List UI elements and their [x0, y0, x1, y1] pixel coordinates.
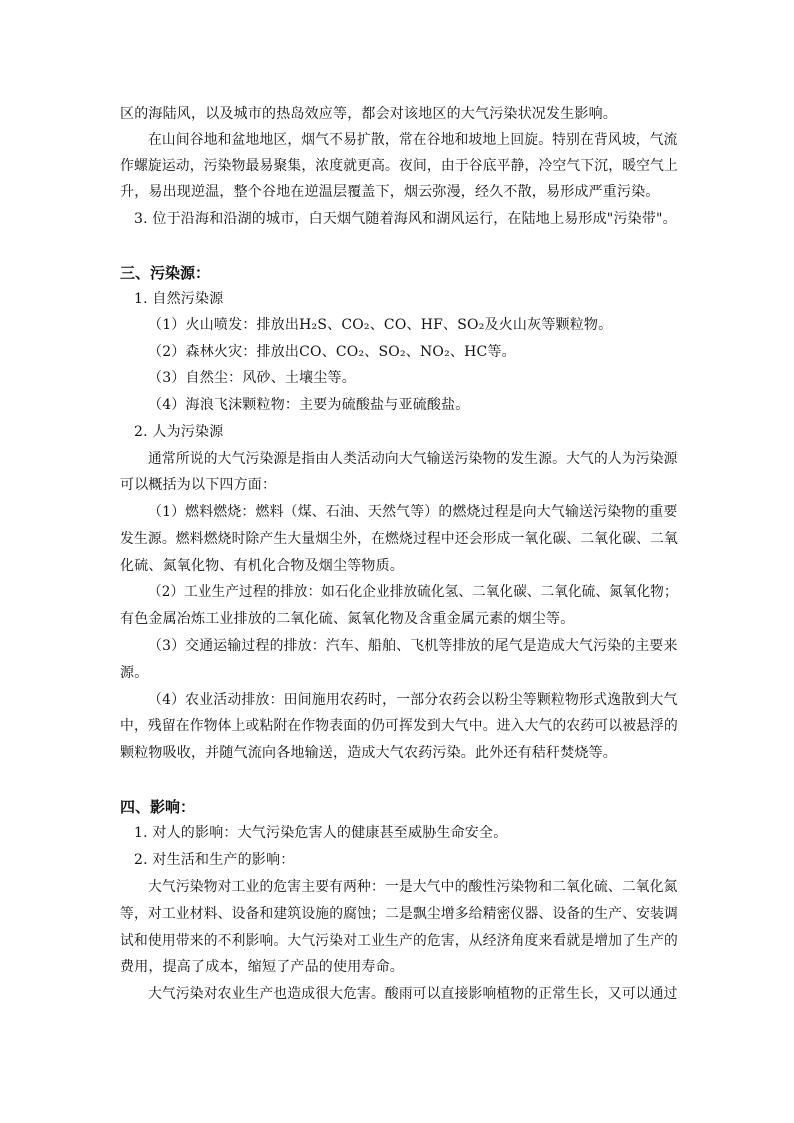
text-line: 颗粒物吸收，并随气流向各地输送，造成大气农药污染。此外还有秸秆焚烧等。: [120, 745, 617, 761]
text-line: 大气污染物对工业的危害主要有两种：一是大气中的酸性污染物和二氧化硫、二氧化氮: [148, 879, 678, 895]
text-line: 通常所说的大气污染源是指由人类活动向大气输送污染物的发生源。大气的人为污染源: [148, 451, 678, 467]
list-item: 2. 人为污染源: [134, 424, 224, 440]
text-line: 区的海陆风，以及城市的热岛效应等，都会对该地区的大气污染状况发生影响。: [120, 106, 617, 122]
text-line: 在山间谷地和盆地地区，烟气不易扩散，常在谷地和坡地上回旋。特别在背风坡，气流: [148, 132, 678, 148]
list-item: 2. 对生活和生产的影响：: [134, 852, 295, 868]
list-item: 3. 位于沿海和沿湖的城市，白天烟气随着海风和湖风运行，在陆地上易形成"污染带"。: [134, 211, 677, 227]
list-item: （3）自然尘：风砂、土壤尘等。: [148, 370, 356, 386]
text-line: 化硫、氮氧化物、有机化合物及烟尘等物质。: [120, 558, 404, 574]
text-line: 有色金属冶炼工业排放的二氧化硫、氮氧化物及含重金属元素的烟尘等。: [120, 611, 575, 627]
list-item: 1. 对人的影响：大气污染危害人的健康甚至威胁生命安全。: [134, 825, 508, 841]
text-line: 可以概括为以下四方面：: [120, 477, 277, 493]
text-line: （2）工业生产过程的排放：如石化企业排放硫化氢、二氧化碳、二氧化硫、氮氧化物；: [148, 584, 678, 600]
text-line: 源。: [120, 665, 149, 681]
list-item: （4）海浪飞沫颗粒物：主要为硫酸盐与亚硫酸盐。: [148, 397, 470, 413]
text-line: 等，对工业材料、设备和建筑设施的腐蚀；二是飘尘增多给精密仪器、设备的生产、安装调: [120, 906, 679, 922]
section-heading: 四、影响：: [120, 798, 196, 816]
text-line: 大气污染对农业生产也造成很大危害。酸雨可以直接影响植物的正常生长，又可以通过: [148, 986, 678, 1002]
section-heading: 三、污染源：: [120, 264, 211, 282]
text-line: 作螺旋运动，污染物最易聚集，浓度就更高。夜间，由于谷底平静，冷空气下沉，暖空气上: [120, 158, 679, 174]
list-item: （2）森林火灾：排放出CO、CO₂、SO₂、NO₂、HC等。: [148, 344, 516, 360]
text-line: 中，残留在作物体上或粘附在作物表面的仍可挥发到大气中。进入大气的农药可以被悬浮的: [120, 718, 679, 734]
text-line: （3）交通运输过程的排放：汽车、船舶、飞机等排放的尾气是造成大气污染的主要来: [148, 638, 678, 654]
text-line: 试和使用带来的不利影响。大气污染对工业生产的危害，从经济角度来看就是增加了生产的: [120, 933, 679, 949]
text-line: 费用，提高了成本，缩短了产品的使用寿命。: [120, 959, 404, 975]
text-line: 升，易出现逆温，整个谷地在逆温层覆盖下，烟云弥漫，经久不散，易形成严重污染。: [120, 184, 660, 200]
list-item: （1）火山喷发：排放出H₂S、CO₂、CO、HF、SO₂及火山灰等颗粒物。: [148, 317, 613, 333]
text-line: （1）燃料燃烧：燃料（煤、石油、天然气等）的燃烧过程是向大气输送污染物的重要: [148, 504, 678, 520]
text-line: 发生源。燃料燃烧时除产生大量烟尘外，在燃烧过程中还会形成一氧化碳、二氧化碳、二氧: [120, 531, 679, 547]
text-line: （4）农业活动排放：田间施用农药时，一部分农药会以粉尘等颗粒物形式逸散到大气: [148, 692, 678, 708]
list-item: 1. 自然污染源: [134, 291, 224, 307]
